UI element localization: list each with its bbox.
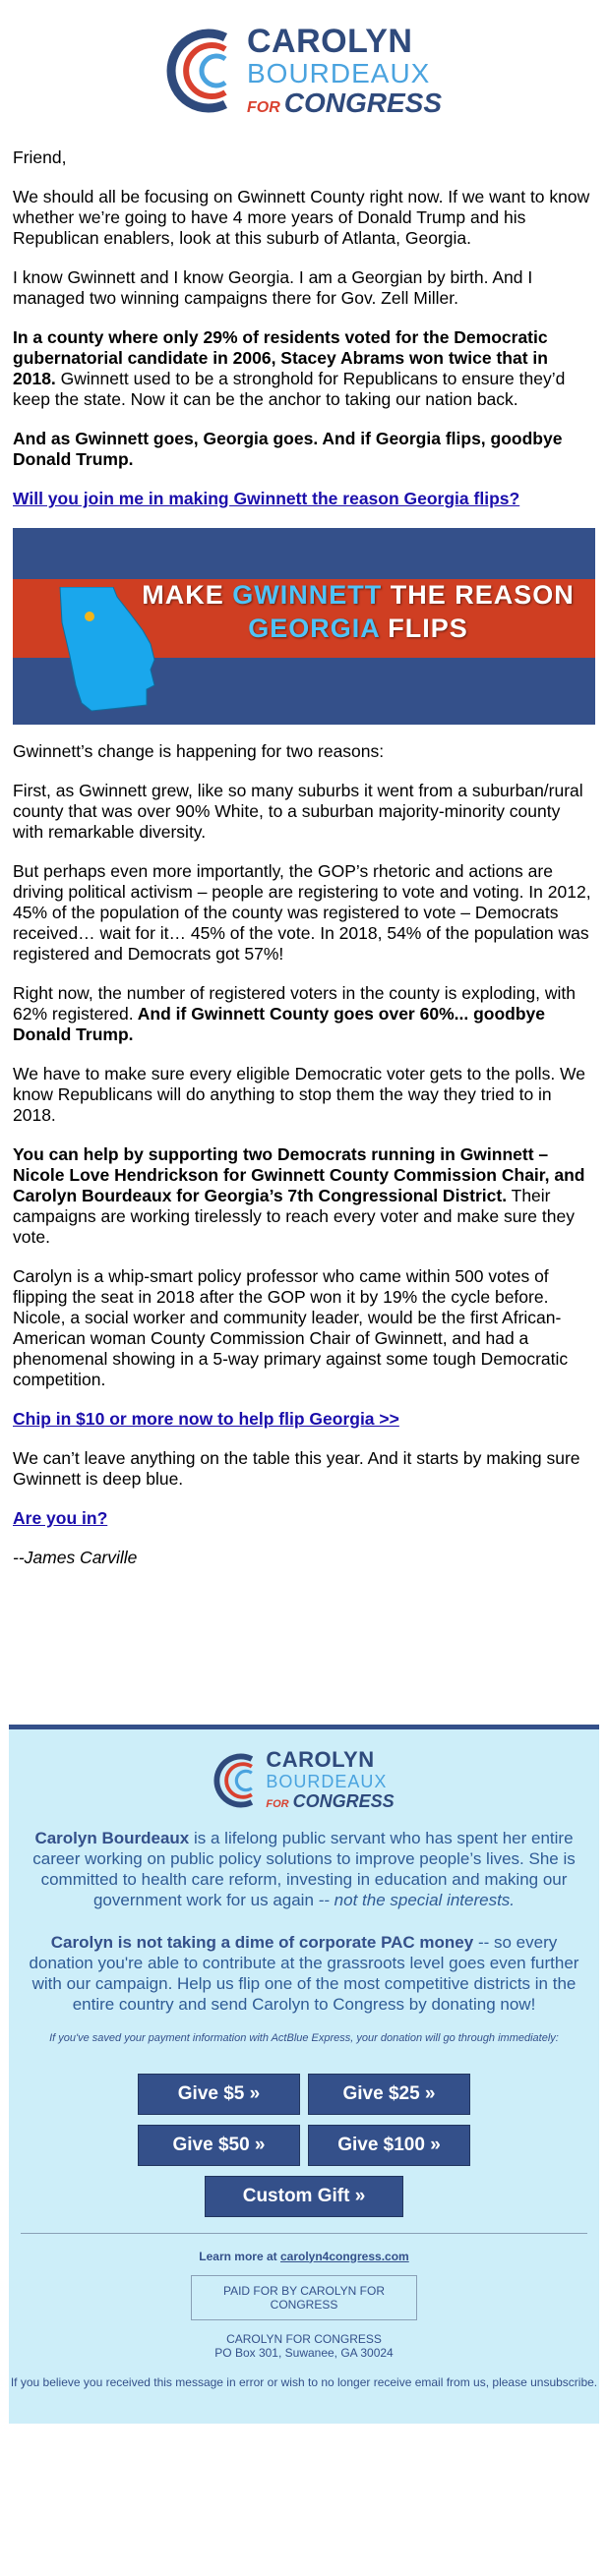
paragraph-4: And as Gwinnett goes, Georgia goes. And if Georgia flips, goodbye Donald Trump. bbox=[13, 429, 563, 469]
banner-line-2: GEORGIA FLIPS bbox=[248, 614, 468, 643]
footer-divider bbox=[21, 2233, 587, 2234]
paragraph-3 bbox=[13, 327, 595, 410]
learn-more: Learn more at carolyn4congress.com bbox=[199, 2249, 409, 2263]
give-25-button[interactable]: Give $25 » bbox=[308, 2074, 470, 2115]
flip-georgia-banner[interactable] bbox=[13, 528, 595, 725]
logo-line-congress: CONGRESS bbox=[283, 88, 443, 118]
paragraph-10: You can help by supporting two Democrats running in Gwinnett – Nicole Love Hendrickson for Gwinnett County Commission Chair, and Carolyn Bourdeaux for Georgia’s 7th Congressional District. Their campaigns are working tirelessly to reach every voter and make sure they vote. bbox=[13, 1144, 585, 1247]
logo-wordmark bbox=[247, 25, 442, 117]
footer-pac-note: Carolyn is not taking a dime of corporate PAC money -- so every donation you're able to contribute at the grassroots level goes even further with our campaign. Help us flip one of the most competitive districts in the entire country and send Carolyn to Congress by donating now! bbox=[29, 1932, 579, 2014]
banner-line-1: MAKE GWINNETT THE REASON bbox=[142, 580, 575, 610]
footer-logo[interactable]: CAROLYN BOURDEAUX FOR CONGRESS bbox=[213, 1749, 394, 1811]
paragraph-5: Gwinnett’s change is happening for two reasons: bbox=[13, 741, 385, 761]
signature: --James Carville bbox=[13, 1548, 138, 1567]
actblue-note: If you've saved your payment information with ActBlue Express, your donation will go through immediately: bbox=[49, 2031, 559, 2044]
paragraph-7: But perhaps even more importantly, the GOP’s rhetoric and actions are driving political activism – people are registering to vote and voting. In 2012, 45% of the population of the county was registered to vote – Democrats received… wait for it… 45% of the vote. In 2018, 54% of the population was registered and Democrats got 57%! bbox=[13, 861, 591, 964]
join-link[interactable]: Will you join me in making Gwinnett the reason Georgia flips? bbox=[13, 489, 520, 508]
footer-logo-c-mark-icon bbox=[213, 1750, 261, 1811]
logo-line-bourdeaux: BOURDEAUX bbox=[246, 58, 431, 88]
unsubscribe-note[interactable]: If you believe you received this message in error or wish to no longer receive email from us, please unsubscribe. bbox=[10, 2374, 598, 2389]
paragraph-9: We have to make sure every eligible Democratic voter gets to the polls. We know Republicans will do anything to stop them the way they tried to in 2018. bbox=[13, 1064, 585, 1125]
chip-in-link[interactable]: Chip in $10 or more now to help flip Georgia >> bbox=[13, 1409, 399, 1429]
header-logo bbox=[0, 0, 608, 147]
are-you-in-link[interactable]: Are you in? bbox=[13, 1508, 108, 1528]
paragraph-1: We should all be focusing on Gwinnett County right now. If we want to know whether we’re going to have 4 more years of Donald Trump and his Republican enablers, look at this suburb of Atlanta, Georgia. bbox=[13, 187, 590, 248]
paragraph-8: Right now, the number of registered voters in the county is exploding, with 62% registered. And if Gwinnett County goes over 60%... goodbye Donald Trump. bbox=[13, 983, 576, 1044]
paragraph-6: First, as Gwinnett grew, like so many suburbs it went from a suburban/rural county that was over 90% White, to a suburban majority-minority county with remarkable diversity. bbox=[13, 781, 583, 842]
paragraph-11: Carolyn is a whip-smart policy professor who came within 500 votes of flipping the seat in 2018 after the GOP won it by 19% the cycle before. Nicole, a social worker and community leader, would be the first African-American woman County Commission Chair of Gwinnett, and had a phenomenal showing in a 5-way primary against some tough Democratic competition. bbox=[13, 1266, 569, 1389]
footer-bio: Carolyn Bourdeaux is a lifelong public servant who has spent her entire career working on public policy solutions to improve people’s lives. She is committed to health care reform, investing in education and making our government work for us again -- not the special interests. bbox=[32, 1828, 576, 1909]
paid-for-box: PAID FOR BY CAROLYN FOR CONGRESS bbox=[191, 2275, 417, 2320]
give-50-button[interactable]: Give $50 » bbox=[138, 2125, 300, 2166]
give-100-button[interactable]: Give $100 » bbox=[308, 2125, 470, 2166]
paragraph-2: I know Gwinnett and I know Georgia. I am a Georgian by birth. And I managed two winning campaigns there for Gov. Zell Miller. bbox=[13, 267, 533, 308]
footer bbox=[9, 1725, 599, 2424]
custom-gift-button[interactable]: Custom Gift » bbox=[205, 2176, 403, 2217]
website-link[interactable]: carolyn4congress.com bbox=[279, 2249, 409, 2263]
mailing-address: CAROLYN FOR CONGRESS PO Box 301, Suwanee, GA 30024 bbox=[214, 2331, 394, 2360]
give-5-button[interactable]: Give $5 » bbox=[138, 2074, 300, 2115]
greeting: Friend, bbox=[13, 147, 67, 167]
logo-c-mark-icon bbox=[166, 24, 239, 118]
paragraph-3-bold: In a county where only 29% of residents voted for the Democratic gubernatorial candidate in 2006, Stacey Abrams won twice that in 2018. bbox=[13, 327, 548, 388]
campaign-logo[interactable] bbox=[166, 24, 442, 118]
logo-line-carolyn: CAROLYN bbox=[246, 23, 413, 60]
paragraph-12: We can’t leave anything on the table this year. And it starts by making sure Gwinnett is deep blue. bbox=[13, 1448, 580, 1489]
email-body bbox=[0, 147, 608, 1568]
logo-for: FOR bbox=[246, 99, 280, 116]
paragraph-3-rest: Gwinnett used to be a stronghold for Republicans to ensure they’d keep the state. Now it can be the anchor to taking our nation back. bbox=[13, 369, 566, 409]
